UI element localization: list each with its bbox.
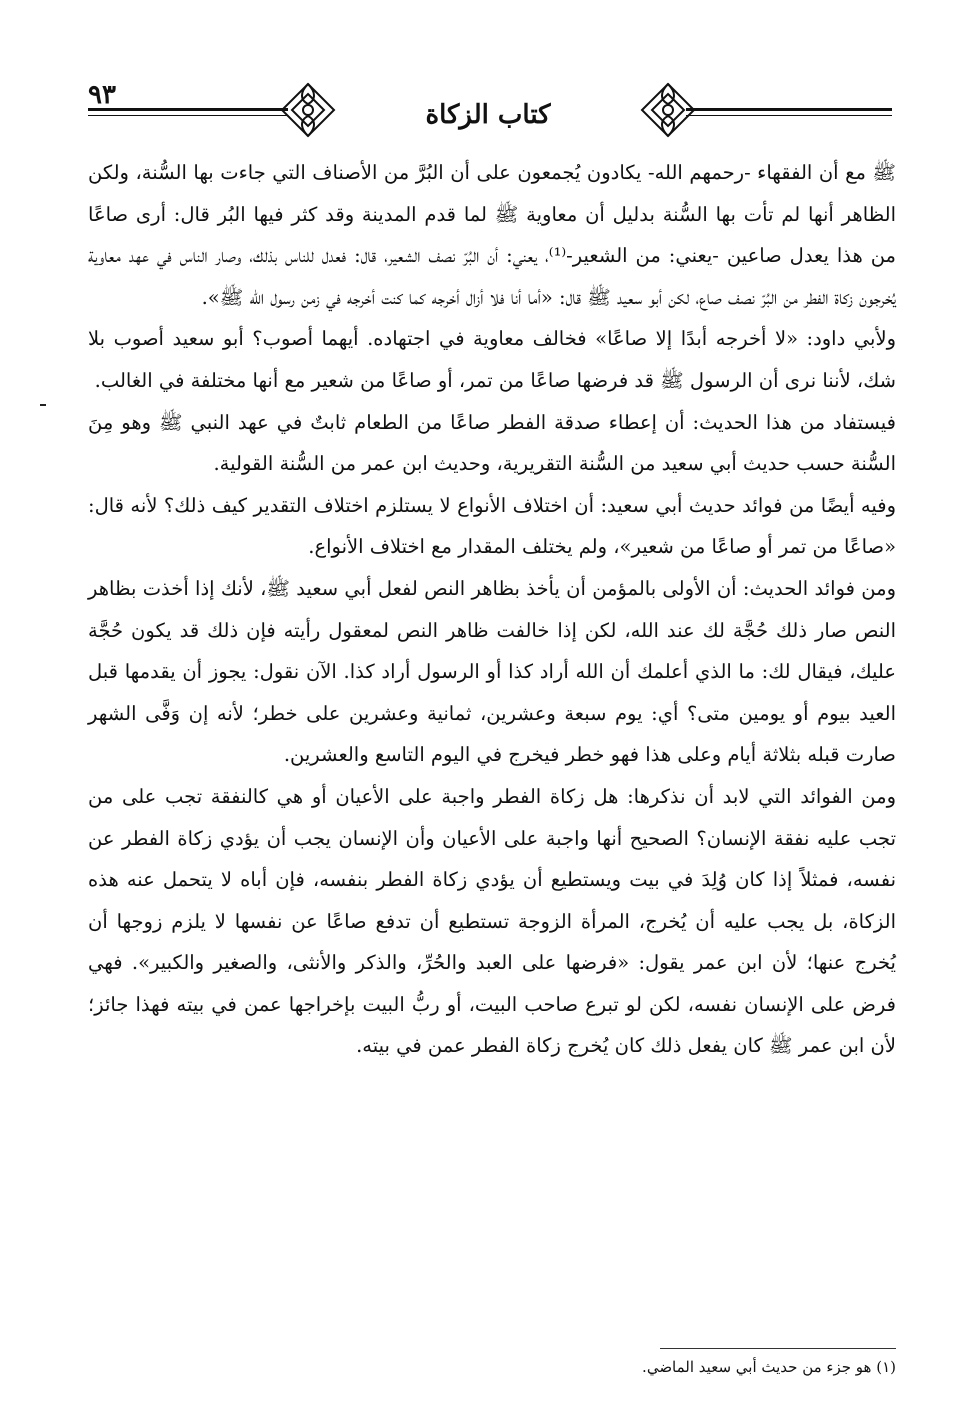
body-text xyxy=(88,152,896,1067)
footnote-divider xyxy=(660,1348,896,1349)
header-rule-right xyxy=(686,108,892,120)
ornament-right-icon xyxy=(640,82,696,138)
margin-mark xyxy=(40,404,46,406)
paragraph-5: ومن فوائد الحديث: أن الأولى بالمؤمن أن يأخذ بظاهر النص لفعل أبي سعيد ﷺ، لأنك إذا أخذت بظاهر النص صار ذلك حُجَّة لك عند الله، لكن إذا خالفت ظاهر النص لمعقول رأيته فإن ذلك قد يكون حُجَّة عليك، فيقال لك: ما الذي أعلمك أن الله أراد كذا أو الرسول أراد كذا. الآن نقول: يجوز أن يقدمها قبل العيد بيوم أو يومين متى؟ أي: يوم سبعة وعشرين، ثمانية وعشرين على خطر؛ لأنه إن وَفَّى الشهر صارت قبله بثلاثة أيام وعلى هذا فهو خطر فيخرج في اليوم التاسع والعشرين. xyxy=(88,576,896,767)
paragraph-6: ومن الفوائد التي لابد أن نذكرها: هل زكاة الفطر واجبة على الأعيان أو هي كالنفقة تجب على من تجب عليه نفقة الإنسان؟ الصحيح أنها واجبة على الأعيان وأن الإنسان يجب أن يؤدي زكاة الفطر عن نفسه، فمثلاً إذا كان وُلِدَ في بيت ويستطيع أن يؤدي زكاة الفطر بنفسه، فإن أباه لا يتحمل عنه هذه الزكاة، بل يجب عليه أن يُخرج، المرأة الزوجة تستطيع أن تدفع صاعًا عن نفسها لا يلزم زوجها أن يُخرج عنها؛ لأن ابن عمر يقول: «فرضها على العبد والحُرِّ، والذكر والأنثى، والصغير والكبير». فهي فرض على الإنسان نفسه، لكن لو تبرع صاحب البيت، أو ربُّ البيت بإخراجها عمن في بيته فهذا جائز؛ لأن ابن عمر ﷺ كان يفعل ذلك كان يُخرج زكاة الفطر عمن في بيته. xyxy=(88,784,896,1058)
paragraph-2: ولأبي داود: «لا أخرجه أبدًا إلا صاعًا» فخالف معاوية في اجتهاده. أيهما أصوب؟ أبو سعيد أصوب بلا شك، لأننا نرى أن الرسول ﷺ قد فرضها صاعًا من تمر، أو صاعًا من شعير مع أنها مختلفة في الغالب. xyxy=(88,327,896,392)
paragraph-1: ﷺ مع أن الفقهاء -رحمهم الله- يكادون يُجمعون على أن البُرَّ من الأصناف التي جاءت بها السُّنة، ولكن الظاهر أنها لم تأت بها السُّنة بدليل أن معاوية ﷺ لما قدم المدينة وقد كثر فيها البُر قال: أرى صاعًا من هذا يعدل صاعين -يعني: من الشعير-⁽¹⁾، يعني: أن البُرّ نصف الشعير، قال: فعدل للناس بذلك، وصار الناس في عهد معاوية يُخرجون زكاة الفطر من البُرّ نصف صاع، لكن أبو سعيد ﷺ قال: «أما أنا فلا أزال أخرجه كما كنت أخرجه في زمن رسول الله ﷺ». xyxy=(88,161,897,309)
paragraph-4: وفيه أيضًا من فوائد حديث أبي سعيد: أن اختلاف الأنواع لا يستلزم اختلاف التقدير كيف ذلك؟ لأنه قال: «صاعًا من تمر أو صاعًا من شعير»، ولم يختلف المقدار مع اختلاف الأنواع. xyxy=(88,493,896,559)
chapter-title: كتاب الزكاة xyxy=(425,100,551,130)
ornament-left-icon xyxy=(280,82,336,138)
paragraph-3: فيستفاد من هذا الحديث: أن إعطاء صدقة الفطر صاعًا من الطعام ثابتٌ في عهد النبي ﷺ وهو مِنَ السُّنة حسب حديث أبي سعيد من السُّنة التقريرية، وحديث ابن عمر من السُّنة القولية. xyxy=(88,410,896,476)
footnote: (١) هو جزء من حديث أبي سعيد الماضي. xyxy=(642,1358,896,1376)
page-header xyxy=(88,78,888,150)
page-number: ٩٣ xyxy=(88,80,116,110)
header-rule-left xyxy=(88,108,288,120)
